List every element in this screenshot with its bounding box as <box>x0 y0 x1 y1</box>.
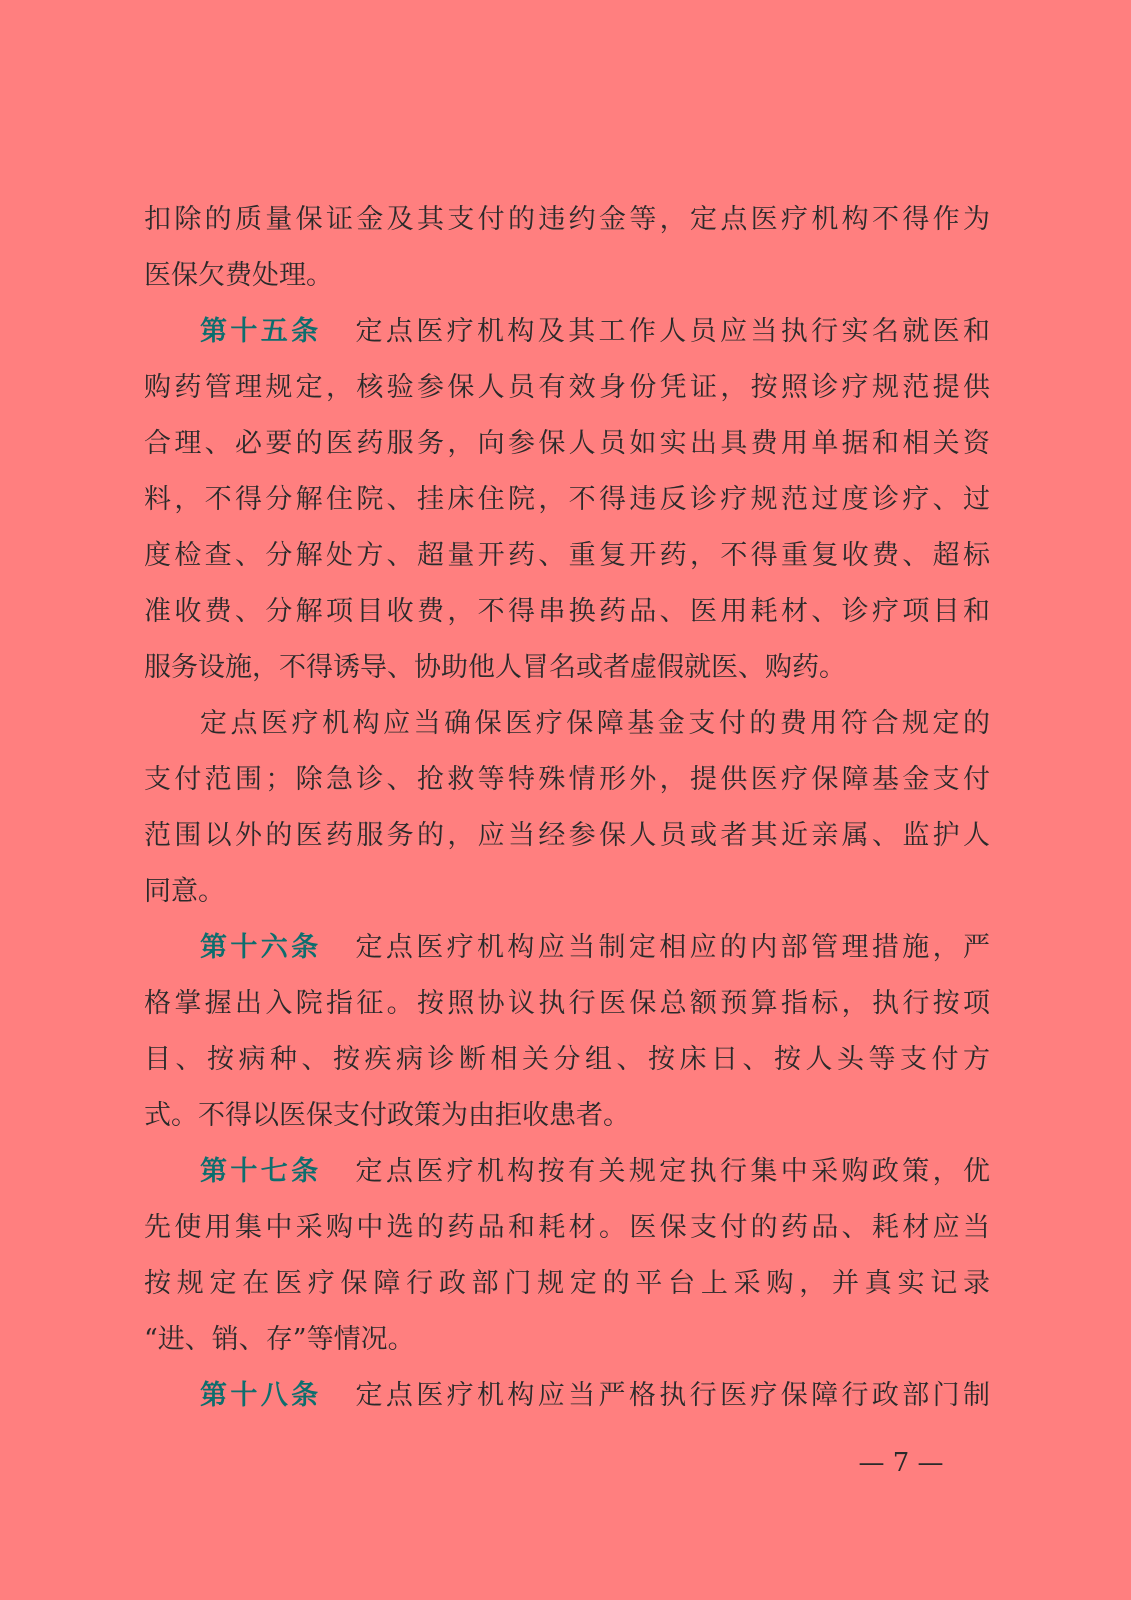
text-line: 同意。 <box>144 876 225 907</box>
text-line: 支付范围；除急诊、抢救等特殊情形外，提供医疗保障基金支付 <box>144 764 990 795</box>
text-line: 医保欠费处理。 <box>144 260 333 291</box>
article-18-first-line <box>144 1368 990 1424</box>
document-body <box>144 192 990 1424</box>
page-number: — 7 — <box>858 1448 944 1478</box>
article-heading: 第十八条 <box>200 1380 322 1411</box>
text-line: 按规定在医疗保障行政部门规定的平台上采购，并真实记录 <box>144 1268 990 1299</box>
text-line: 料，不得分解住院、挂床住院，不得违反诊疗规范过度诊疗、过 <box>144 484 990 515</box>
text-line: 目、按病种、按疾病诊断相关分组、按床日、按人头等支付方 <box>144 1044 990 1075</box>
text-line: 购药管理规定，核验参保人员有效身份凭证，按照诊疗规范提供 <box>144 372 990 403</box>
article-text: 定点医疗机构应当严格执行医疗保障行政部门制 <box>355 1380 990 1411</box>
text-line: 先使用集中采购中选的药品和耗材。医保支付的药品、耗材应当 <box>144 1212 990 1243</box>
article-heading: 第十六条 <box>200 932 322 963</box>
article-15-first-line <box>144 304 990 360</box>
article-text: 定点医疗机构应当制定相应的内部管理措施，严 <box>355 932 990 963</box>
text-line: 度检查、分解处方、超量开药、重复开药，不得重复收费、超标 <box>144 540 990 571</box>
text-line: 服务设施，不得诱导、协助他人冒名或者虚假就医、购药。 <box>144 652 846 683</box>
text-line: 格掌握出入院指征。按照协议执行医保总额预算指标，执行按项 <box>144 988 990 1019</box>
article-16-first-line <box>144 920 990 976</box>
text-line: 准收费、分解项目收费，不得串换药品、医用耗材、诊疗项目和 <box>144 596 990 627</box>
article-text: 定点医疗机构及其工作人员应当执行实名就医和 <box>355 316 990 347</box>
article-heading: 第十五条 <box>200 316 322 347</box>
text-line: 式。不得以医保支付政策为由拒收患者。 <box>144 1100 630 1131</box>
article-17-first-line <box>144 1144 990 1200</box>
text-line: 范围以外的医药服务的，应当经参保人员或者其近亲属、监护人 <box>144 820 990 851</box>
text-line: 合理、必要的医药服务，向参保人员如实出具费用单据和相关资 <box>144 428 990 459</box>
text-line: “进、销、存”等情况。 <box>144 1324 415 1355</box>
article-heading: 第十七条 <box>200 1156 322 1187</box>
text-line: 定点医疗机构应当确保医疗保障基金支付的费用符合规定的 <box>200 708 990 739</box>
text-line: 扣除的质量保证金及其支付的违约金等，定点医疗机构不得作为 <box>144 204 990 235</box>
article-text: 定点医疗机构按有关规定执行集中采购政策，优 <box>355 1156 990 1187</box>
